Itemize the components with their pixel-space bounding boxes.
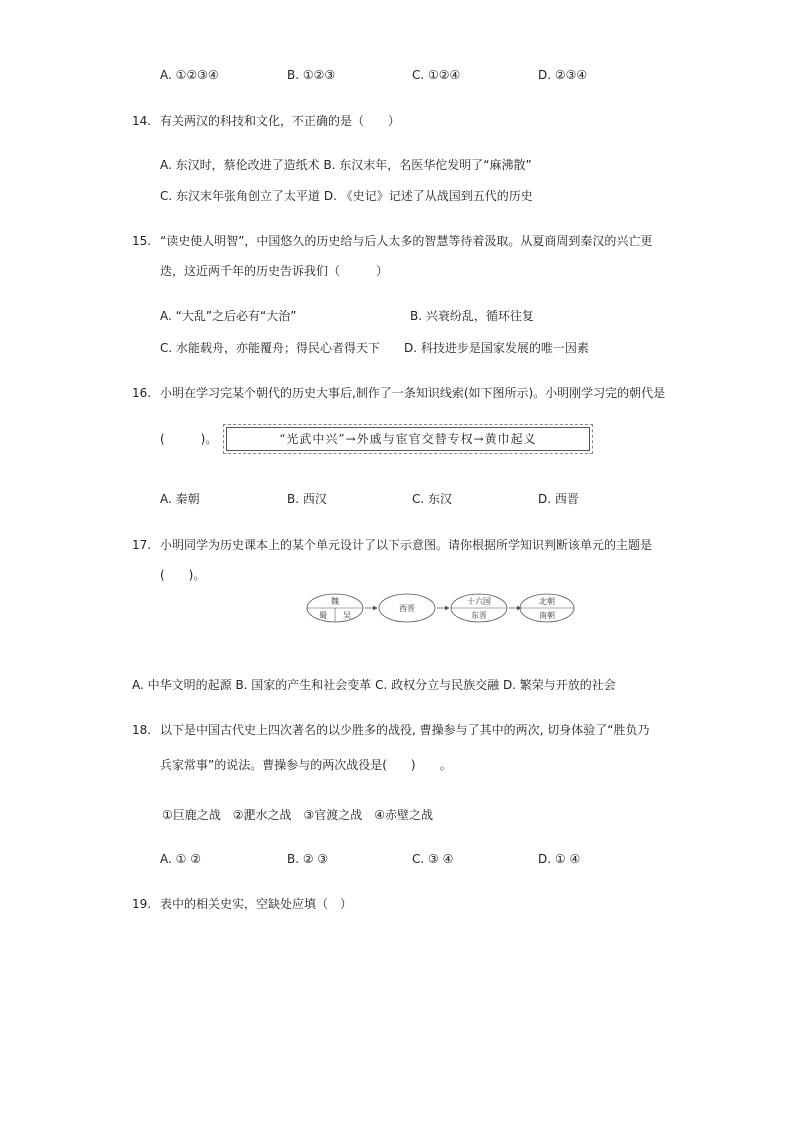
q18-battles: ①巨鹿之战 ②淝水之战 ③官渡之战 ④赤壁之战 xyxy=(162,808,434,822)
q15-option-a: A. “大乱”之后必有“大治” xyxy=(160,309,297,323)
q14-stem: 有关两汉的科技和文化，不正确的是（ ） xyxy=(160,114,401,128)
q18-option-c: C. ③ ④ xyxy=(412,852,454,866)
q15-number: 15. xyxy=(132,234,152,248)
diagram-node-3-top: 十六国 xyxy=(467,597,491,606)
q15-stem-line2: 迭，这近两千年的历史告诉我们（ ） xyxy=(160,264,389,278)
diagram-node-4-top: 北朝 xyxy=(539,597,555,606)
q19-number: 19. xyxy=(132,897,152,911)
q14-number: 14. xyxy=(132,114,152,128)
diagram-node-2 xyxy=(379,594,435,622)
diagram-node-3 xyxy=(451,594,507,622)
q16-stem-line2: ( )。 xyxy=(160,432,218,446)
diagram-node-2-label: 西晋 xyxy=(399,604,415,613)
q16-option-b: B. 西汉 xyxy=(287,492,327,506)
q15-stem-line1: “读史使人明智”，中国悠久的历史给与后人太多的智慧等待着汲取。从夏商周到秦汉的兴亡更 xyxy=(160,234,653,248)
diagram-node-1 xyxy=(307,594,363,622)
diagram-node-1-left: 蜀 xyxy=(319,611,327,620)
q17-stem-line1: 小明同学为历史课本上的某个单元设计了以下示意图。请你根据所学知识判断该单元的主题是 xyxy=(160,538,653,552)
q18-stem-line1: 以下是中国古代史上四次著名的以少胜多的战役, 曹操参与了其中的两次, 切身体验了“胜负乃 xyxy=(160,723,650,737)
q16-timeline-box: “光武中兴”→外戚与宦官交替专权→黄巾起义 xyxy=(226,427,590,451)
q17-options-line: A. 中华文明的起源 B. 国家的产生和社会变革 C. 政权分立与民族交融 D. 繁荣与开放的社会 xyxy=(132,678,616,692)
diagram-node-3-bottom: 东晋 xyxy=(471,611,487,620)
q16-option-c: C. 东汉 xyxy=(412,492,453,506)
q18-option-b: B. ② ③ xyxy=(287,852,329,866)
q18-option-d: D. ① ④ xyxy=(538,852,581,866)
q18-number: 18. xyxy=(132,723,152,737)
q16-option-a: A. 秦朝 xyxy=(160,492,200,506)
q15-option-d: D. 科技进步是国家发展的唯一因素 xyxy=(404,341,589,355)
q17-number: 17. xyxy=(132,538,152,552)
q16-option-d: D. 西晋 xyxy=(538,492,579,506)
q13-option-b: B. ①②③ xyxy=(287,68,336,82)
q16-stem-line1: 小明在学习完某个朝代的历史大事后,制作了一条知识线索(如下图所示)。小明刚学习完的朝代是 xyxy=(160,386,666,400)
q13-option-a: A. ①②③④ xyxy=(160,68,219,82)
diagram-node-1-top: 魏 xyxy=(331,597,339,606)
q19-stem: 表中的相关史实，空缺处应填（ ） xyxy=(160,897,353,911)
q13-option-c: C. ①②④ xyxy=(412,68,461,82)
q15-option-b: B. 兴衰纷乱，循环往复 xyxy=(410,309,534,323)
q13-option-d: D. ②③④ xyxy=(538,68,588,82)
q14-options-line1: A. 东汉时，蔡伦改进了造纸术 B. 东汉末年，名医华佗发明了“麻沸散” xyxy=(160,158,532,172)
diagram-node-1-right: 吴 xyxy=(343,611,351,620)
q15-option-c: C. 水能载舟，亦能覆舟；得民心者得天下 xyxy=(160,341,381,355)
q18-option-a: A. ① ② xyxy=(160,852,201,866)
q18-stem-line2: 兵家常事”的说法。曹操参与的两次战役是( ) 。 xyxy=(160,758,452,772)
q17-diagram xyxy=(305,591,577,625)
diagram-node-4 xyxy=(520,594,574,622)
q16-number: 16. xyxy=(132,386,152,400)
q17-stem-line2: ( )。 xyxy=(160,568,206,582)
q14-options-line2: C. 东汉末年张角创立了太平道 D. 《史记》记述了从战国到五代的历史 xyxy=(160,189,533,203)
diagram-node-4-bottom: 南朝 xyxy=(539,611,555,620)
